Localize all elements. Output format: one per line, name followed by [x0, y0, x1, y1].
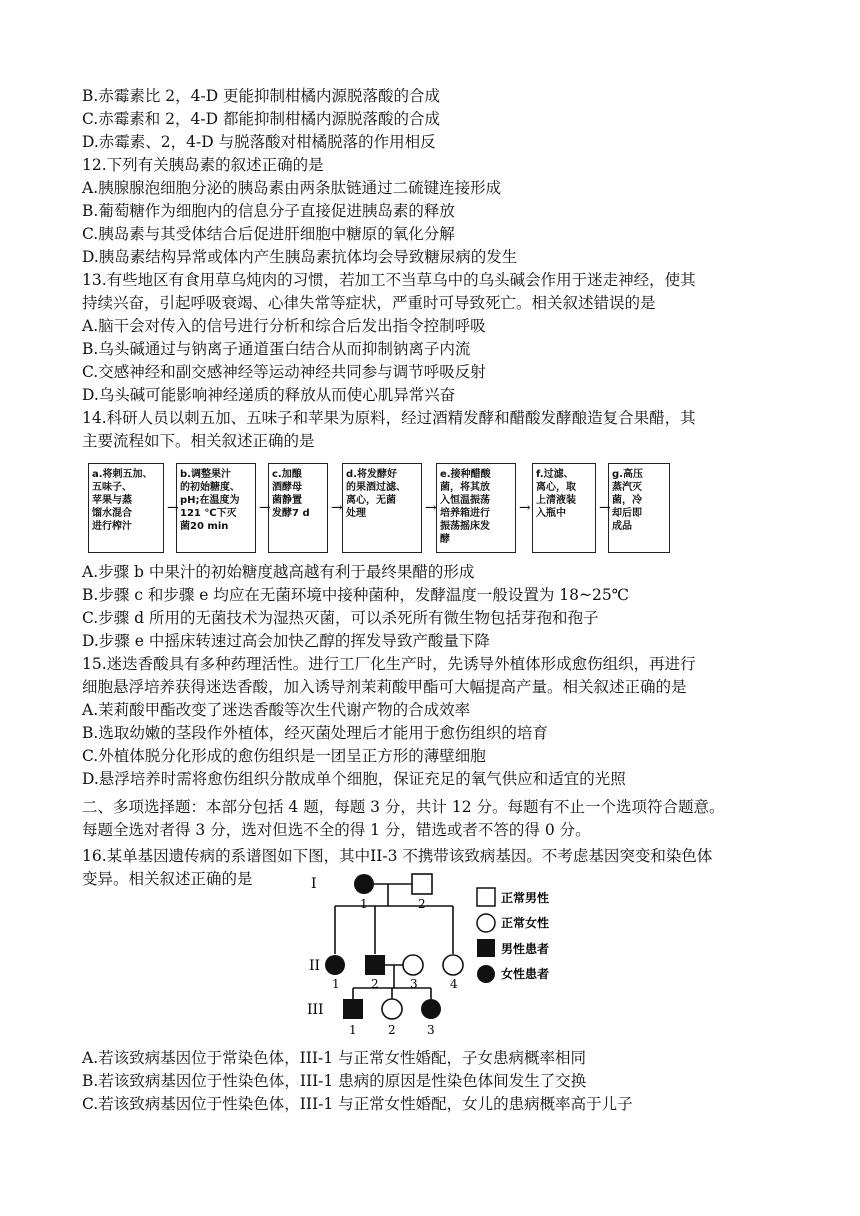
- option-13-a: A.脑干会对传入的信号进行分析和综合后发出指令控制呼吸: [82, 317, 486, 335]
- num-III1: 1: [349, 1023, 357, 1037]
- option-15-d: D.悬浮培养时需将愈伤组织分散成单个细胞，保证充足的氧气供应和适宜的光照: [82, 770, 626, 788]
- num-II4: 4: [450, 977, 458, 991]
- option-12-b: B.葡萄糖作为细胞内的信息分子直接促进胰岛素的释放: [82, 202, 455, 220]
- flow-arrow-icon: →: [259, 500, 271, 516]
- option-14-b: B.步骤 c 和步骤 e 均应在无菌环境中接种菌种，发酵温度一般设置为 18~25℃: [82, 586, 630, 604]
- question-12: 12.下列有关胰岛素的叙述正确的是: [82, 156, 324, 174]
- option-12-d: D.胰岛素结构异常或体内产生胰岛素抗体均会导致糖尿病的发生: [82, 248, 518, 266]
- option-12-a: A.胰腺腺泡细胞分泌的胰岛素由两条肽链通过二硫键连接形成: [82, 179, 502, 197]
- flow-step-e: e.接种醋酸 菌，将其放 入恒温振荡 培养箱进行 振荡摇床发 酵: [436, 463, 516, 553]
- option-11-c: C.赤霉素和 2，4-D 都能抑制柑橘内源脱落酸的合成: [82, 110, 440, 128]
- section-2-heading-line2: 每题全选对者得 3 分，选对但选不全的得 1 分，错选或者不答的得 0 分。: [82, 821, 591, 839]
- pedigree-I2-normal-male: [412, 874, 432, 894]
- legend-normal-male: 正常男性: [501, 891, 550, 905]
- option-13-d: D.乌头碱可能影响神经递质的释放从而使心肌异常兴奋: [82, 386, 456, 404]
- legend-affected-female-icon: [477, 965, 495, 983]
- num-II3: 3: [410, 977, 418, 991]
- option-13-b: B.乌头碱通过与钠离子通道蛋白结合从而抑制钠离子内流: [82, 340, 471, 358]
- question-15-line1: 15.迷迭香酸具有多种药理活性。进行工厂化生产时，先诱导外植体形成愈伤组织，再进行: [82, 655, 696, 673]
- option-11-d: D.赤霉素、2，4-D 与脱落酸对柑橘脱落的作用相反: [82, 133, 436, 151]
- process-flowchart: [82, 455, 782, 555]
- question-16-line1: 16.某单基因遗传病的系谱图如下图，其中II-3 不携带该致病基因。不考虑基因突变和染色体: [82, 847, 713, 865]
- pedigree-III2-normal-female: [382, 999, 402, 1019]
- flow-arrow-icon: →: [167, 500, 179, 516]
- option-16-c: C.若该致病基因位于性染色体，III-1 与正常女性婚配，女儿的患病概率高于儿子: [82, 1095, 633, 1113]
- option-13-c: C.交感神经和副交感神经等运动神经共同参与调节呼吸反射: [82, 363, 486, 381]
- flow-step-a: a.将刺五加、 五味子、 苹果与蒸 馏水混合 进行榨汁: [88, 463, 164, 553]
- legend-affected-female: 女性患者: [501, 967, 550, 981]
- section-2-heading-line1: 二、多项选择题：本部分包括 4 题，每题 3 分，共计 12 分。每题有不止一个选项符合题意。: [82, 798, 725, 816]
- num-II2: 2: [371, 977, 379, 991]
- pedigree-III1-affected-male: [343, 999, 363, 1019]
- flow-arrow-icon: →: [599, 500, 611, 516]
- flow-arrow-icon: →: [425, 500, 437, 516]
- pedigree-chart: [305, 862, 575, 1038]
- option-14-a: A.步骤 b 中果汁的初始糖度越高越有利于最终果醋的形成: [82, 563, 475, 581]
- pedigree-III3-affected-female: [421, 999, 441, 1019]
- option-12-c: C.胰岛素与其受体结合后促进肝细胞中糖原的氧化分解: [82, 225, 455, 243]
- option-16-a: A.若该致病基因位于常染色体，III-1 与正常女性婚配，子女患病概率相同: [82, 1049, 587, 1067]
- num-III2: 2: [388, 1023, 396, 1037]
- question-14-line2: 主要流程如下。相关叙述正确的是: [82, 432, 315, 450]
- num-I2: 2: [418, 897, 426, 911]
- option-15-a: A.茉莉酸甲酯改变了迷迭香酸等次生代谢产物的合成效率: [82, 701, 471, 719]
- question-16-line2: 变异。相关叙述正确的是: [82, 870, 253, 888]
- num-II1: 1: [332, 977, 340, 991]
- legend-normal-male-icon: [477, 888, 495, 906]
- pedigree-I1-affected-female: [354, 874, 374, 894]
- flow-step-f: f.过滤、 离心，取 上清液装 入瓶中: [532, 463, 596, 553]
- gen-label-I: I: [311, 876, 317, 892]
- legend-normal-female: 正常女性: [501, 916, 550, 930]
- flow-arrow-icon: →: [331, 500, 343, 516]
- option-14-d: D.步骤 e 中摇床转速过高会加快乙醇的挥发导致产酸量下降: [82, 632, 490, 650]
- option-15-c: C.外植体脱分化形成的愈伤组织是一团呈正方形的薄壁细胞: [82, 747, 486, 765]
- gen-label-III: III: [307, 1002, 324, 1018]
- question-13-line2: 持续兴奋，引起呼吸衰竭、心律失常等症状，严重时可导致死亡。相关叙述错误的是: [82, 294, 656, 312]
- question-13-line1: 13.有些地区有食用草乌炖肉的习惯，若加工不当草乌中的乌头碱会作用于迷走神经，使其: [82, 271, 696, 289]
- gen-label-II: II: [309, 958, 321, 974]
- flow-step-b: b.调整果汁 的初始糖度、 pH;在温度为 121 ℃下灭 菌20 min: [176, 463, 256, 553]
- option-15-b: B.选取幼嫩的茎段作外植体，经灭菌处理后才能用于愈伤组织的培育: [82, 724, 548, 742]
- legend-affected-male-icon: [477, 939, 495, 957]
- pedigree-II3-normal-female: [403, 955, 423, 975]
- flow-step-d: d.将发酵好 的果酒过滤、 离心，无菌 处理: [342, 463, 422, 553]
- legend-affected-male: 男性患者: [501, 942, 550, 956]
- pedigree-II1-affected-female: [325, 955, 345, 975]
- flow-arrow-icon: →: [519, 500, 531, 516]
- flow-step-g: g.高压 蒸汽灭 菌，冷 却后即 成品: [608, 463, 670, 553]
- option-11-b: B.赤霉素比 2，4-D 更能抑制柑橘内源脱落酸的合成: [82, 87, 441, 105]
- flow-step-c: c.加酿 酒酵母 菌静置 发酵7 d: [268, 463, 328, 553]
- num-III3: 3: [427, 1023, 435, 1037]
- pedigree-II2-affected-male: [365, 955, 385, 975]
- option-14-c: C.步骤 d 所用的无菌技术为湿热灭菌，可以杀死所有微生物包括芽孢和孢子: [82, 609, 599, 627]
- num-I1: 1: [360, 897, 368, 911]
- question-14-line1: 14.科研人员以刺五加、五味子和苹果为原料，经过酒精发酵和醋酸发酵酿造复合果醋，其: [82, 409, 696, 427]
- pedigree-II4-normal-female: [443, 955, 463, 975]
- option-16-b: B.若该致病基因位于性染色体，III-1 患病的原因是性染色体间发生了交换: [82, 1072, 587, 1090]
- legend-normal-female-icon: [477, 914, 495, 932]
- question-15-line2: 细胞悬浮培养获得迷迭香酸，加入诱导剂茉莉酸甲酯可大幅提高产量。相关叙述正确的是: [82, 678, 687, 696]
